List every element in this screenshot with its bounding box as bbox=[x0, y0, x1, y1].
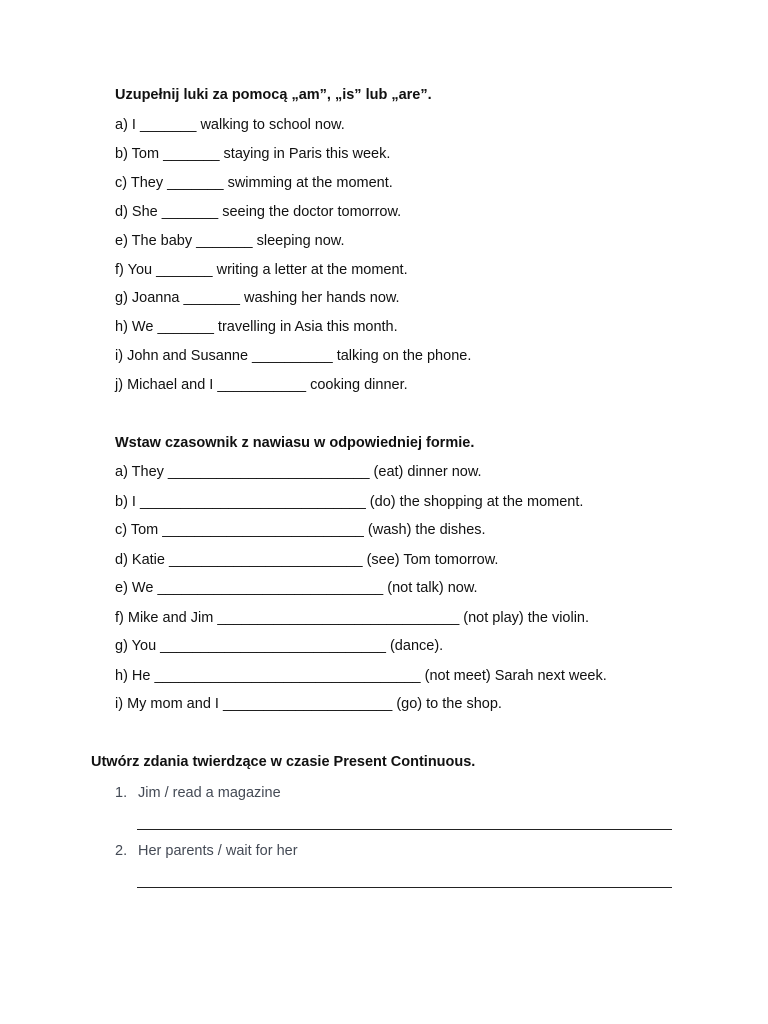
s2-item-g: g) You ____________________________ (dance). bbox=[115, 638, 444, 654]
s1-item-b: b) Tom _______ staying in Paris this week. bbox=[115, 146, 391, 162]
section-1-title: Uzupełnij luki za pomocą „am”, „is” lub „are”. bbox=[115, 87, 432, 103]
s1-item-h: h) We _______ travelling in Asia this month. bbox=[115, 319, 398, 335]
s2-item-c: c) Tom _________________________ (wash) the dishes. bbox=[115, 522, 486, 538]
s1-item-g: g) Joanna _______ washing her hands now. bbox=[115, 290, 400, 306]
answer-line bbox=[137, 887, 672, 888]
section-3-title: Utwórz zdania twierdzące w czasie Present Continuous. bbox=[91, 754, 476, 770]
s3-item-number: 1. bbox=[115, 785, 128, 801]
s1-item-f: f) You _______ writing a letter at the moment. bbox=[115, 262, 408, 278]
s2-item-d: d) Katie ________________________ (see) Tom tomorrow. bbox=[115, 552, 499, 568]
s2-item-b: b) I ____________________________ (do) the shopping at the moment. bbox=[115, 494, 584, 510]
s3-item-prompt: Her parents / wait for her bbox=[138, 843, 298, 859]
s2-item-a: a) They _________________________ (eat) dinner now. bbox=[115, 464, 482, 480]
s3-item-prompt: Jim / read a magazine bbox=[138, 785, 281, 801]
s1-item-d: d) She _______ seeing the doctor tomorrow. bbox=[115, 204, 402, 220]
s2-item-f: f) Mike and Jim ______________________________ (not play) the violin. bbox=[115, 610, 590, 626]
s2-item-i: i) My mom and I _____________________ (go) to the shop. bbox=[115, 696, 502, 712]
s1-item-i: i) John and Susanne __________ talking on the phone. bbox=[115, 348, 472, 364]
s1-item-e: e) The baby _______ sleeping now. bbox=[115, 233, 345, 249]
s2-item-h: h) He _________________________________ (not meet) Sarah next week. bbox=[115, 668, 607, 684]
s1-item-c: c) They _______ swimming at the moment. bbox=[115, 175, 393, 191]
answer-line bbox=[137, 829, 672, 830]
s3-list-item bbox=[115, 785, 281, 801]
s1-item-j: j) Michael and I ___________ cooking dinner. bbox=[115, 377, 408, 393]
s3-item-number: 2. bbox=[115, 843, 128, 859]
section-2-title: Wstaw czasownik z nawiasu w odpowiedniej formie. bbox=[115, 435, 475, 451]
s3-list-item bbox=[115, 843, 298, 859]
s2-item-e: e) We ____________________________ (not talk) now. bbox=[115, 580, 478, 596]
s1-item-a: a) I _______ walking to school now. bbox=[115, 117, 345, 133]
